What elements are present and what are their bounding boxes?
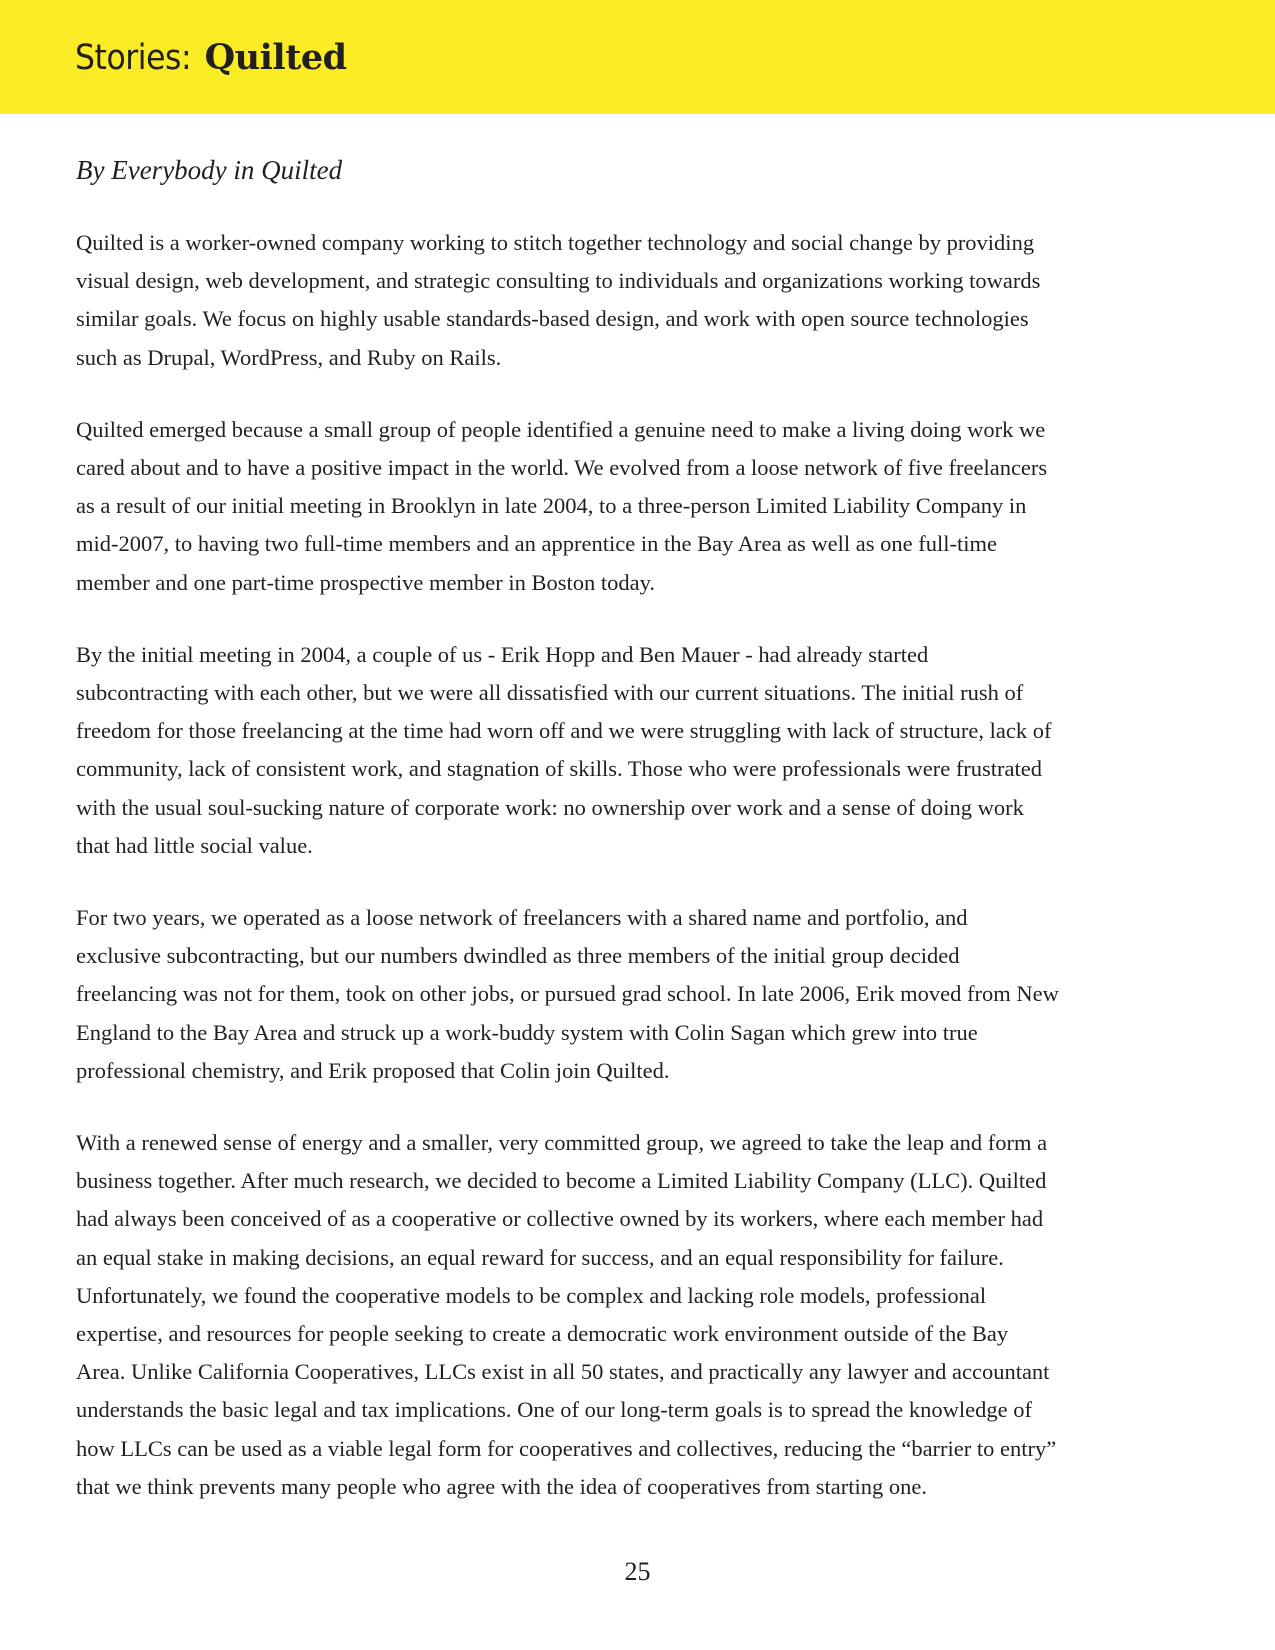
paragraph (76, 1124, 1188, 1506)
text-line: freelancing was not for them, took on other jobs, or pursued grad school. In late 2006, Erik moved from New (76, 981, 1059, 1007)
text-line: how LLCs can be used as a viable legal form for cooperatives and collectives, reducing the “barrier to entry” (76, 1435, 1057, 1461)
text-line: had always been conceived of as a cooperative or collective owned by its workers, where each member had (76, 1206, 1044, 1232)
section-prefix: Stories: (75, 38, 192, 78)
paragraph (76, 636, 1188, 865)
text-line: that we think prevents many people who agree with the idea of cooperatives from starting one. (76, 1473, 927, 1499)
text-line: professional chemistry, and Erik proposed that Colin join Quilted. (76, 1057, 670, 1083)
header-band (0, 0, 1275, 114)
article-body (76, 224, 1188, 1540)
paragraph (76, 899, 1188, 1090)
page-number: 25 (624, 1557, 651, 1586)
text-line: that had little social value. (76, 832, 313, 858)
text-line: such as Drupal, WordPress, and Ruby on Rails. (76, 344, 502, 370)
text-line: England to the Bay Area and struck up a work-buddy system with Colin Sagan which grew into true (76, 1019, 978, 1045)
text-line: By the initial meeting in 2004, a couple of us - Erik Hopp and Ben Mauer - had already started (76, 641, 929, 667)
text-line: subcontracting with each other, but we were all dissatisfied with our current situations. The initial rush of (76, 680, 1024, 706)
text-line: Area. Unlike California Cooperatives, LLCs exist in all 50 states, and practically any lawyer and accountant (76, 1359, 1050, 1385)
text-line: visual design, web development, and strategic consulting to individuals and organizations working towards (76, 268, 1041, 294)
text-line: business together. After much research, we decided to become a Limited Liability Company (LLC). Quilted (76, 1168, 1047, 1194)
text-line: community, lack of consistent work, and stagnation of skills. Those who were professionals were frustrated (76, 756, 1043, 782)
text-line: understands the basic legal and tax implications. One of our long-term goals is to spread the knowledge of (76, 1397, 1033, 1423)
text-line: mid-2007, to having two full-time members and an apprentice in the Bay Area as well as one full-time (76, 531, 997, 557)
section-title (75, 36, 347, 80)
paragraph (76, 411, 1188, 602)
text-line: expertise, and resources for people seeking to create a democratic work environment outside of the Bay (76, 1321, 1009, 1347)
text-line: similar goals. We focus on highly usable standards-based design, and work with open source technologies (76, 306, 1029, 332)
text-line: Quilted emerged because a small group of people identified a genuine need to make a living doing work we (76, 416, 1046, 442)
text-line: as a result of our initial meeting in Brooklyn in late 2004, to a three-person Limited Liability Company in (76, 493, 1027, 519)
paragraph (76, 224, 1188, 377)
text-line: For two years, we operated as a loose network of freelancers with a shared name and portfolio, and (76, 905, 968, 931)
section-name: Quilted (204, 37, 347, 78)
text-line: an equal stake in making decisions, an equal reward for success, and an equal responsibility for failure. (76, 1244, 1004, 1270)
text-line: with the usual soul-sucking nature of corporate work: no ownership over work and a sense of doing work (76, 794, 1024, 820)
text-line: freedom for those freelancing at the time had worn off and we were struggling with lack of structure, lack of (76, 718, 1052, 744)
byline: By Everybody in Quilted (76, 155, 343, 185)
text-line: cared about and to have a positive impact in the world. We evolved from a loose network of five freelancers (76, 455, 1048, 481)
text-line: Quilted is a worker-owned company working to stitch together technology and social change by providing (76, 230, 1035, 255)
text-line: exclusive subcontracting, but our numbers dwindled as three members of the initial group decided (76, 943, 960, 969)
text-line: With a renewed sense of energy and a smaller, very committed group, we agreed to take the leap and form a (76, 1130, 1048, 1156)
text-line: member and one part-time prospective member in Boston today. (76, 569, 656, 595)
text-line: Unfortunately, we found the cooperative models to be complex and lacking role models, professional (76, 1282, 987, 1308)
